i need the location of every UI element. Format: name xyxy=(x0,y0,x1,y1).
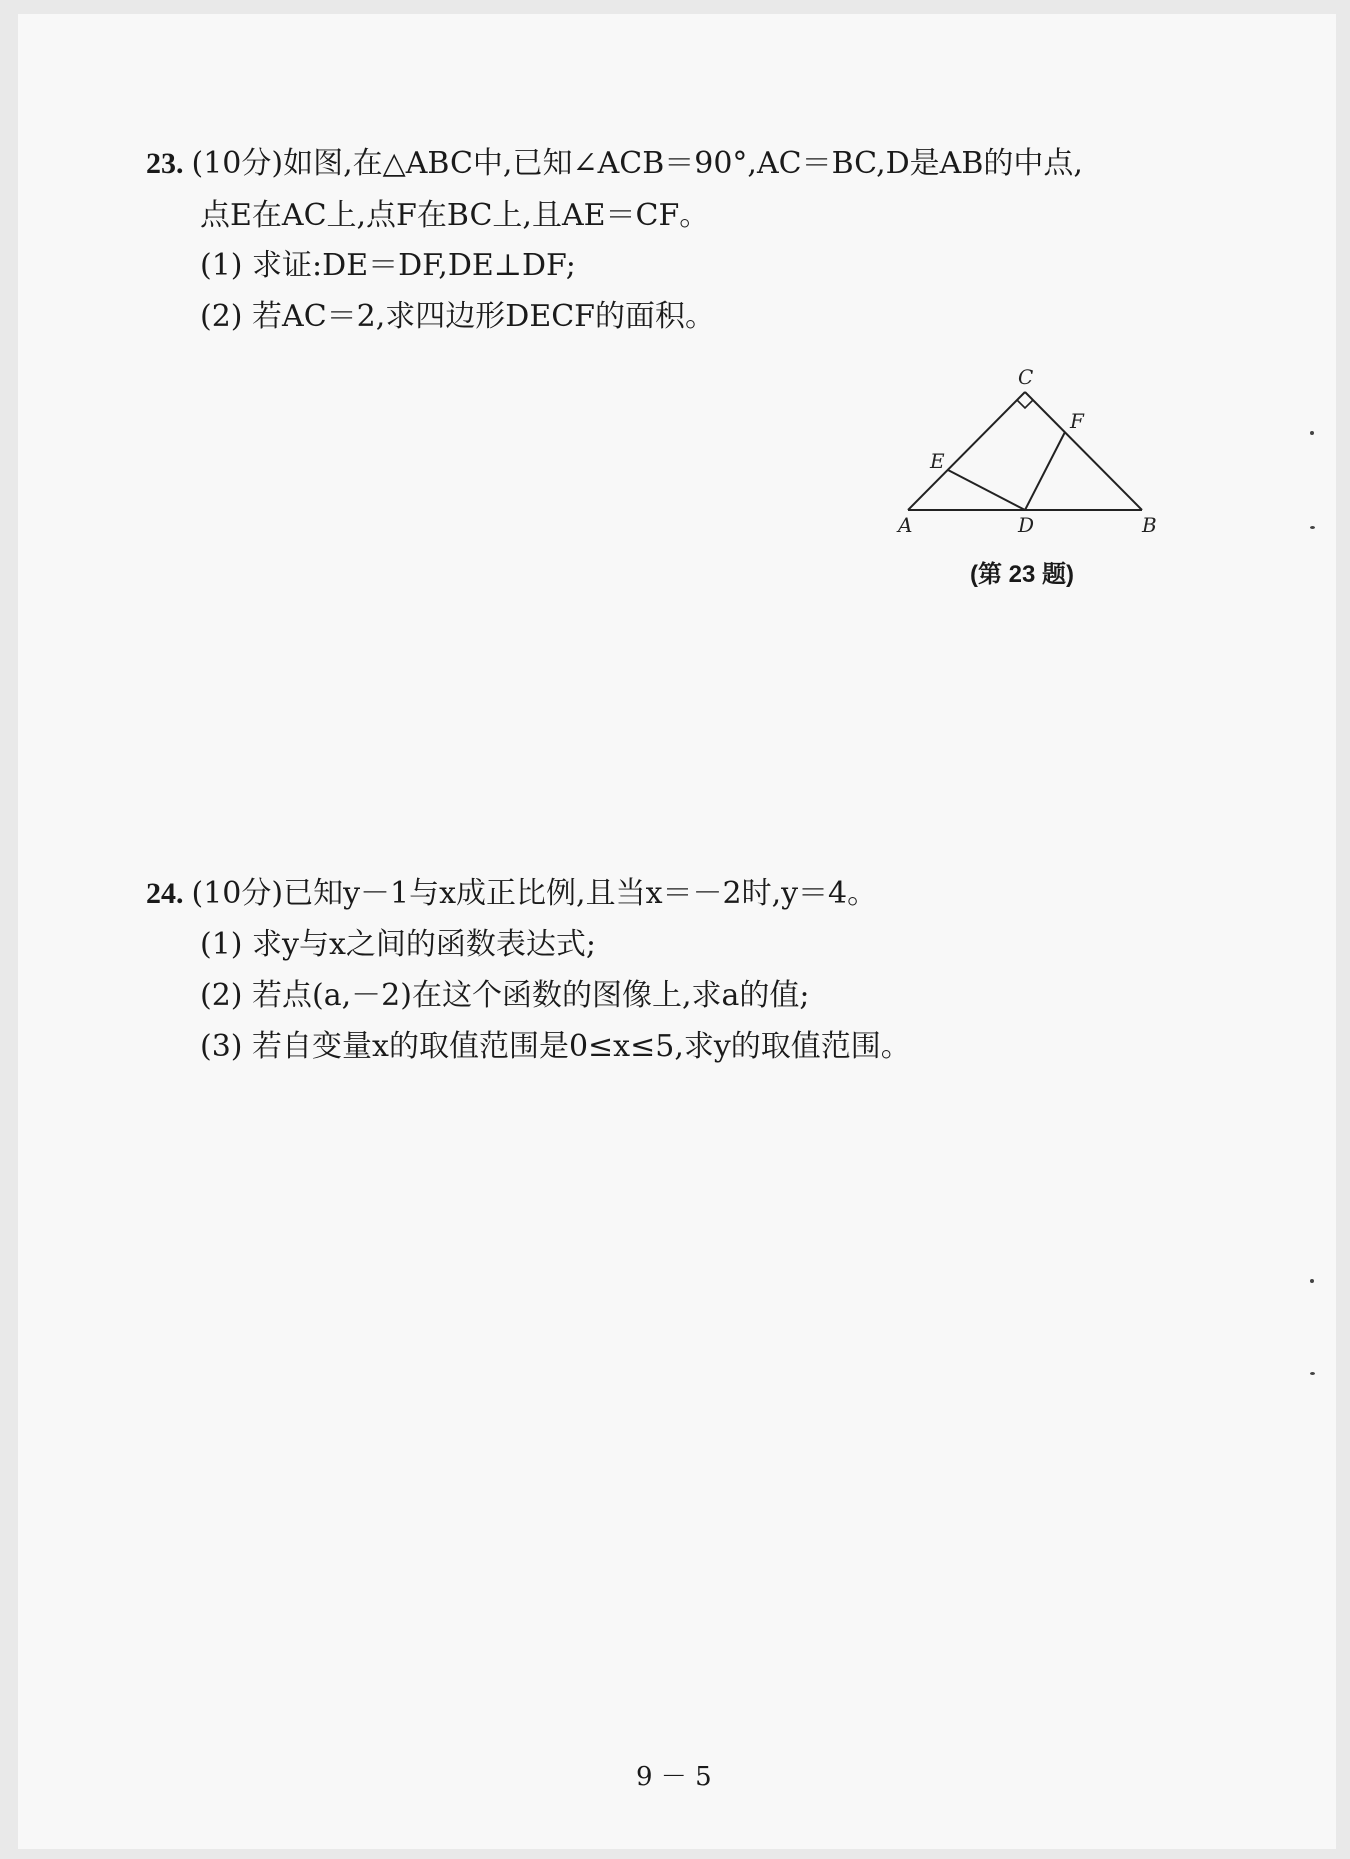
page-number: 9 － 5 xyxy=(636,1762,712,1792)
right-angle-mark xyxy=(1017,400,1033,408)
label-f: F xyxy=(1070,409,1084,433)
question-24-number: 24. xyxy=(146,877,184,910)
label-d: D xyxy=(1018,513,1035,537)
question-23-part1: (1) 求证:DE＝DF,DE⊥DF; xyxy=(200,248,576,283)
question-24-part3: (3) 若自变量x的取值范围是0≤x≤5,求y的取值范围。 xyxy=(200,1029,911,1064)
question-23-line2: 点E在AC上,点F在BC上,且AE＝CF。 xyxy=(200,198,710,233)
question-23-part2: (2) 若AC＝2,求四边形DECF的面积。 xyxy=(200,299,715,334)
figure-caption: (第 23 题) xyxy=(970,561,1075,588)
question-24-line1: (10分)已知y－1与x成正比例,且当x＝－2时,y＝4。 xyxy=(191,876,878,911)
question-24-part2: (2) 若点(a,－2)在这个函数的图像上,求a的值; xyxy=(200,978,810,1013)
question-23-stem xyxy=(146,144,1083,184)
question-23-number: 23. xyxy=(146,147,184,180)
question-24-stem xyxy=(146,874,877,914)
segment-de xyxy=(948,470,1025,510)
scan-speck xyxy=(1310,1279,1314,1283)
scan-speck xyxy=(1310,526,1315,529)
label-c: C xyxy=(1018,365,1034,389)
question-23-line1: (10分)如图,在△ABC中,已知∠ACB＝90°,AC＝BC,D是AB的中点, xyxy=(191,146,1083,181)
triangle-diagram xyxy=(880,360,1200,540)
question-24-part1: (1) 求y与x之间的函数表达式; xyxy=(200,927,597,962)
question-23-triangle-figure xyxy=(880,360,1200,544)
scan-speck xyxy=(1310,431,1314,435)
label-e: E xyxy=(930,449,945,473)
scan-speck xyxy=(1310,1372,1315,1375)
label-a: A xyxy=(898,513,913,537)
segment-df xyxy=(1025,432,1065,510)
segment-ac xyxy=(908,392,1025,510)
label-b: B xyxy=(1142,513,1157,537)
